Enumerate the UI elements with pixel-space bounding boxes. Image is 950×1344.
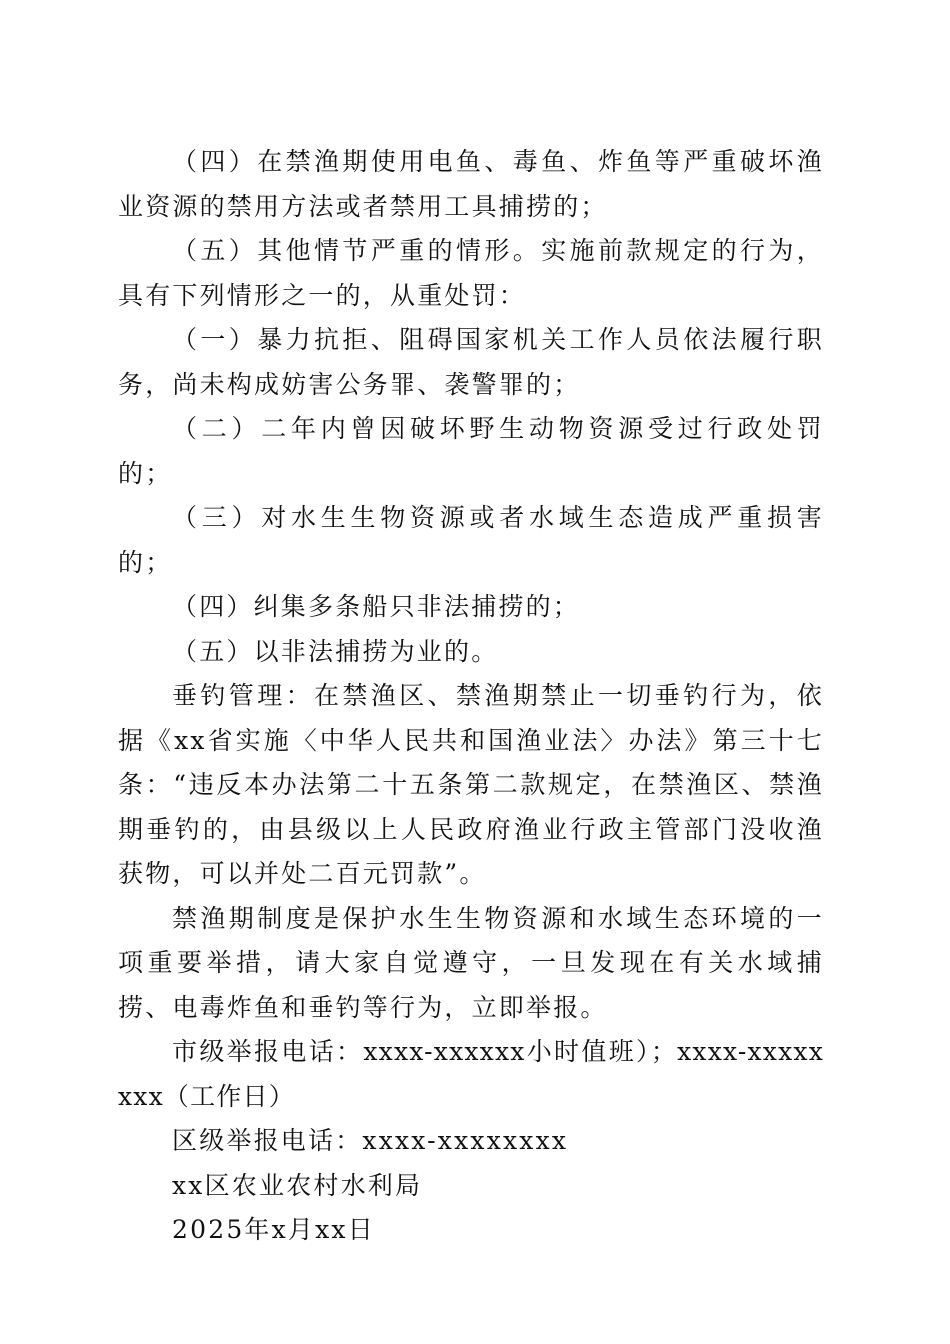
clause-paragraph-4: （四）在禁渔期使用电鱼、毒鱼、炸鱼等严重破坏渔业资源的禁用方法或者禁用工具捕捞的； [118,147,824,221]
aggravating-item-4: （四）纠集多条船只非法捕捞的； [172,592,581,621]
aggravating-item-3: （三）对水生生物资源或者水域生态造成严重损害的； [118,503,824,577]
fishing-management-paragraph: 垂钓管理：在禁渔区、禁渔期禁止一切垂钓行为，依据《xx省实施〈中华人民共和国渔业法〉办法》第三十七条：“违反本办法第二十五条第二款规定，在禁渔区、禁渔期垂钓的，由县级以上人民政府渔业行政主管部门没收渔获物，可以并处二百元罚款”。 [118,681,824,888]
district-hotline: 区级举报电话：xxxx-xxxxxxxx [172,1126,569,1155]
closing-appeal-paragraph: 禁渔期制度是保护水生生物资源和水域生态环境的一项重要举措，请大家自觉遵守，一旦发现在有关水域捕捞、电毒炸鱼和垂钓等行为，立即举报。 [118,903,824,1022]
issue-date: 2025年x月xx日 [172,1215,375,1244]
aggravating-item-5: （五）以非法捕捞为业的。 [172,636,499,666]
city-hotline: 市级举报电话：xxxx-xxxxxx小时值班）；xxxx-xxxxxxxx（工作日） [118,1037,824,1111]
document-body [118,140,824,1253]
aggravating-item-2: （二）二年内曾因破坏野生动物资源受过行政处罚的； [118,414,824,488]
issuing-agency: xx区农业农村水利局 [172,1170,423,1200]
clause-paragraph-5: （五）其他情节严重的情形。实施前款规定的行为，具有下列情形之一的，从重处罚： [118,236,824,310]
aggravating-item-1: （一）暴力抗拒、阻碍国家机关工作人员依法履行职务，尚未构成妨害公务罪、袭警罪的； [118,325,824,399]
